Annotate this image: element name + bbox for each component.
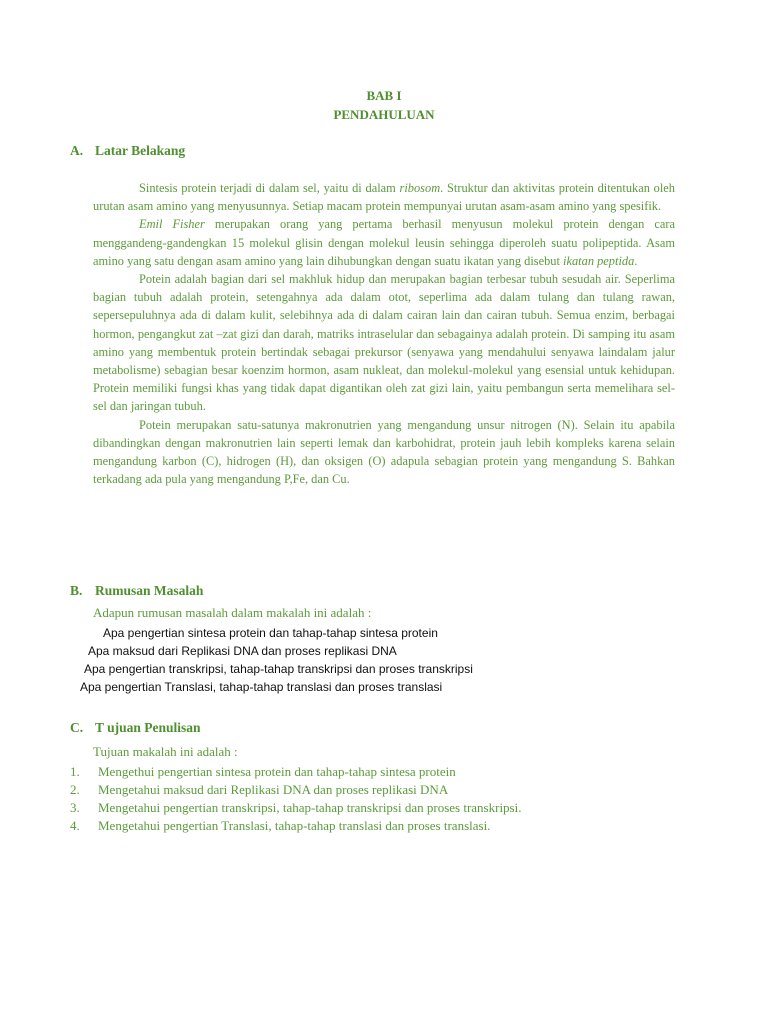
- section-b-number: B.: [70, 583, 83, 598]
- text-run: Potein adalah bagian dari sel makhluk hidup dan merupakan bagian terbesar tubuh sesudah air. Seperlima bagian tubuh adalah protein, setengahnya ada dalam otot, seperlima ada dalam tulang dan tulang rawan, sepersepuluhnya ada di dalam kulit, selebihnya ada di dalam cairan lain dan cairan tubuh. Semua enzim, berbagai hormon, pengangkut zat –zat gizi dan darah, matriks intraselular dan sebagainya adalah protein. Di samping itu asam amino yang membentuk protein bertindak sebagai prekursor (senyawa yang mendahului senyawa laindalam jalur metabolisme) sebagian besar koenzim hormon, asam nukleat, dan molekul-molekul yang esensial untuk kehidupan. Protein memiliki fungsi khas yang tidak dapat digantikan oleh zat gizi lain, yaitu pembangun serta memelihara sel-sel dan jaringan tubuh.: [93, 272, 675, 414]
- paragraph-1: [93, 179, 675, 215]
- text-run: Potein merupakan satu-satunya makronutrien yang mengandung unsur nitrogen (N). Selain itu apabila dibandingkan dengan makronutrien lain seperti lemak dan karbohidrat, protein jauh lebih kompleks karena selain mengandung karbon (C), hidrogen (H), dan oksigen (O) adapula sebagian protein yang mengandung S. Bahkan terkadang ada pula yang mengandung P,Fe, dan Cu.: [93, 417, 675, 487]
- list-item: [70, 764, 456, 780]
- section-c-number: C.: [70, 720, 84, 735]
- list-item: Apa pengertian Translasi, tahap-tahap translasi dan proses translasi: [80, 680, 443, 694]
- list-item: Apa maksud dari Replikasi DNA dan proses replikasi DNA: [88, 644, 397, 658]
- list-number: 1.: [70, 764, 80, 779]
- chapter-name: PENDAHULUAN: [333, 107, 435, 122]
- paragraph-3: [93, 270, 675, 416]
- list-item: Apa pengertian sintesa protein dan tahap-tahap sintesa protein: [103, 626, 438, 640]
- section-b-title: Rumusan Masalah: [95, 583, 204, 598]
- list-item: [70, 818, 490, 834]
- list-text: Mengethui pengertian sintesa protein dan tahap-tahap sintesa protein: [98, 764, 456, 779]
- section-b-heading: [70, 583, 203, 599]
- list-item: [70, 782, 448, 798]
- chapter-number: BAB I: [366, 88, 402, 103]
- section-a-title: Latar Belakang: [95, 143, 186, 158]
- text-run: . Struktur dan aktivitas protein ditentukan oleh urutan asam amino yang menyusunnya. Setiap macam protein mempunyai urutan asam-asam amino yang spesifik.: [93, 181, 675, 214]
- paragraph-4: [93, 416, 675, 489]
- list-text: Mengetahui maksud dari Replikasi DNA dan proses replikasi DNA: [98, 782, 449, 797]
- text-run: Sintesis protein terjadi di dalam sel, yaitu di dalam: [139, 181, 400, 195]
- list-number: 2.: [70, 782, 80, 797]
- section-a-body: [93, 179, 675, 488]
- section-b-intro: Adapun rumusan masalah dalam makalah ini adalah :: [93, 605, 372, 620]
- text-run: merupakan orang yang pertama berhasil menyusun molekul protein dengan cara menggandeng-gandengkan 15 molekul glisin dengan molekul leusin sehingga diperoleh suatu polipeptida. Asam amino yang satu dengan asam amino yang lain dihubungkan dengan suatu ikatan yang disebut: [93, 217, 675, 268]
- text-run: .: [634, 253, 638, 268]
- chapter-title: [0, 86, 768, 124]
- italic-term: ribosom: [399, 181, 441, 195]
- list-number: 3.: [70, 800, 80, 815]
- section-c-title: T ujuan Penulisan: [95, 720, 201, 735]
- list-number: 4.: [70, 818, 80, 833]
- list-item: [70, 800, 521, 816]
- list-text: Mengetahui pengertian Translasi, tahap-tahap translasi dan proses translasi.: [98, 818, 491, 833]
- section-a-number: A.: [70, 143, 84, 158]
- section-c-intro: Tujuan makalah ini adalah :: [93, 744, 238, 759]
- list-item: Apa pengertian transkripsi, tahap-tahap transkripsi dan proses transkripsi: [84, 662, 473, 676]
- section-c-heading: [70, 720, 201, 736]
- paragraph-2: [93, 215, 675, 270]
- italic-term: Emil Fisher: [139, 217, 205, 232]
- list-text: Mengetahui pengertian transkripsi, tahap-tahap transkripsi dan proses transkripsi.: [98, 800, 522, 815]
- section-a-heading: [70, 143, 185, 159]
- italic-term: ikatan peptida: [563, 253, 635, 268]
